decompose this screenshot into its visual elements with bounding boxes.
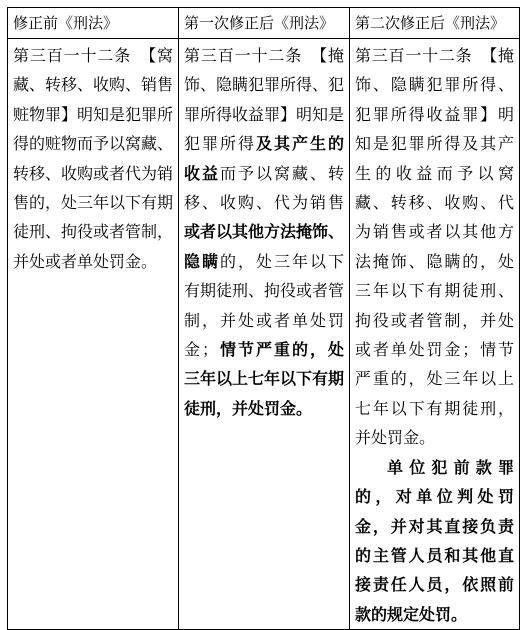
cell-first-amendment <box>179 39 350 630</box>
article-text: 第三百一十二条 【掩饰、隐瞒犯罪所得、犯罪所得收益罪】明知是犯罪所得 <box>184 46 345 154</box>
article-text: 而予以窝藏、转移、收购、代为销售 <box>184 163 344 213</box>
article-paragraph <box>355 41 514 453</box>
cell-second-amendment <box>350 39 520 630</box>
amended-text-bold: 或者以其他方法掩饰、隐瞒 <box>184 222 345 271</box>
amended-text-bold: 情节严重的，处三年以上七年以下有期徒刑，并处罚金。 <box>184 340 345 418</box>
law-comparison-table <box>7 7 520 630</box>
article-text: 的，处三年以下有期徒刑、拘役或者管制，并处或者单处罚金； <box>184 251 345 360</box>
article-row <box>8 39 520 630</box>
article-paragraph <box>13 41 173 276</box>
cell-before-amendment <box>8 39 179 630</box>
article-paragraph <box>184 41 344 423</box>
unit-crime-paragraph <box>355 453 514 629</box>
amended-text-bold: 单位犯前款罪的，对单位判处罚金，并对其直接负责的主管人员和其他直接责任人员，依照前款的规定处罚。 <box>355 457 514 624</box>
amended-text-bold: 及其产生的收益 <box>184 134 344 183</box>
article-text: 第三百一十二条 【掩饰、隐瞒犯罪所得、犯罪所得收益罪】明知是犯罪所得及其产生的收益而予以窝藏、转移、收购、代为销售或者以其他方法掩饰、隐瞒的，处三年以下有期徒刑、拘役或者管制，并处或者单处罚金；情节严重的，处三年以上七年以下有期徒刑，并处罚金。 <box>355 46 514 448</box>
header-first-amendment: 第一次修正后《刑法》 <box>179 8 350 39</box>
article-text: 第三百一十二条 【窝藏、转移、收购、销售赃物罪】明知是犯罪所得的赃物而予以窝藏、转移、收购或者代为销售的，处三年以下有期徒刑、拘役或者管制，并处或者单处罚金。 <box>13 46 174 271</box>
header-row <box>8 8 520 39</box>
header-before-amendment: 修正前《刑法》 <box>8 8 179 39</box>
header-second-amendment: 第二次修正后《刑法》 <box>350 8 520 39</box>
